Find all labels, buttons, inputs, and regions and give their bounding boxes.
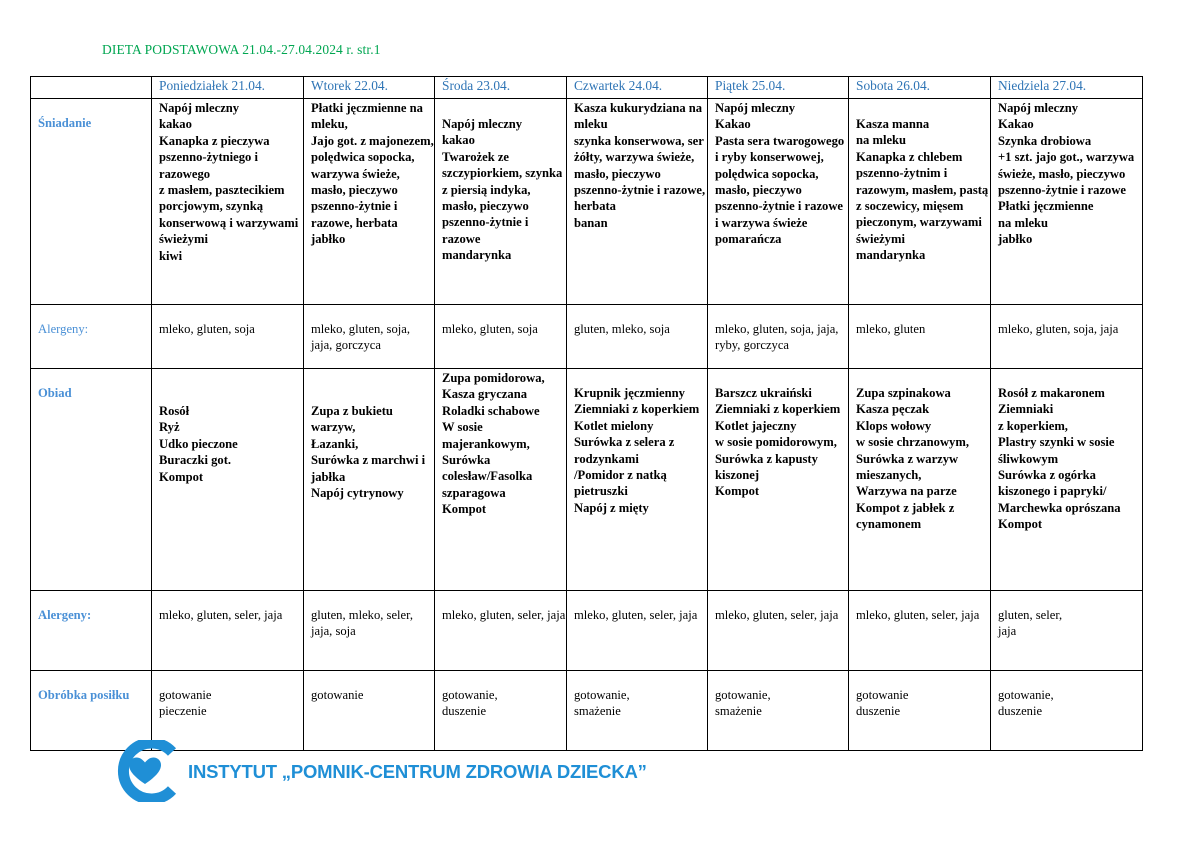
lunch-cell: Zupa szpinakowa Kasza pęczak Klops wołowy w sosie chrzanowym, Surówka z warzyw mieszanych, Warzywa na parze Kompot z jabłek z cynamonem: [849, 369, 991, 591]
breakfast-cell: Płatki jęczmienne na mleku, Jajo got. z majonezem, polędwica sopocka, warzywa świeże, masło, pieczywo pszenno-żytnie i razowe, herbata jabłko: [304, 99, 435, 305]
lunch-cell: Krupnik jęczmienny Ziemniaki z koperkiem Kotlet mielony Surówka z selera z rodzynkami /Pomidor z natką pietruszki Napój z mięty: [567, 369, 708, 591]
day-header: Sobota 26.04.: [849, 77, 991, 99]
allergens-cell: mleko, gluten, seler, jaja: [435, 591, 567, 671]
lunch-cell: Zupa pomidorowa, Kasza gryczana Roladki schabowe W sosie majerankowym, Surówka colesław/Fasolka szparagowa Kompot: [435, 369, 567, 591]
row-label-breakfast: Śniadanie: [31, 99, 152, 305]
breakfast-cell: Napój mleczny kakao Kanapka z pieczywa pszenno-żytniego i razowego z masłem, pasztecikiem porcjowym, szynką konserwową i warzywami świeżymi kiwi: [152, 99, 304, 305]
allergens-cell: gluten, mleko, seler, jaja, soja: [304, 591, 435, 671]
institute-logo: [112, 740, 647, 802]
day-header: Poniedziałek 21.04.: [152, 77, 304, 99]
header-row: [31, 77, 1143, 99]
day-header: Środa 23.04.: [435, 77, 567, 99]
weekly-menu-table: [30, 76, 1143, 751]
preparation-cell: gotowanie pieczenie: [152, 671, 304, 751]
allergens-cell: mleko, gluten, soja, jaja: [991, 305, 1143, 369]
breakfast-row: [31, 99, 1143, 305]
row-label-lunch: Obiad: [31, 369, 152, 591]
allergens-cell: mleko, gluten, seler, jaja: [567, 591, 708, 671]
allergens-cell: gluten, mleko, soja: [567, 305, 708, 369]
preparation-cell: gotowanie: [304, 671, 435, 751]
day-header: Niedziela 27.04.: [991, 77, 1143, 99]
day-header: Piątek 25.04.: [708, 77, 849, 99]
lunch-row: [31, 369, 1143, 591]
day-header: Czwartek 24.04.: [567, 77, 708, 99]
breakfast-cell: Napój mleczny Kakao Szynka drobiowa +1 szt. jajo got., warzywa świeże, masło, pieczywo pszenno-żytnie i razowe Płatki jęczmienne na mleku jabłko: [991, 99, 1143, 305]
lunch-cell: Rosół Ryż Udko pieczone Buraczki got. Kompot: [152, 369, 304, 591]
allergens-cell: mleko, gluten, seler, jaja: [849, 591, 991, 671]
allergens-row-lunch: [31, 591, 1143, 671]
allergens-cell: gluten, seler, jaja: [991, 591, 1143, 671]
lunch-cell: Zupa z bukietu warzyw, Łazanki, Surówka z marchwi i jabłka Napój cytrynowy: [304, 369, 435, 591]
preparation-cell: gotowanie duszenie: [849, 671, 991, 751]
allergens-cell: mleko, gluten: [849, 305, 991, 369]
allergens-cell: mleko, gluten, seler, jaja: [152, 591, 304, 671]
heart-c-logo-icon: [112, 740, 182, 802]
allergens-row-breakfast: [31, 305, 1143, 369]
preparation-row: [31, 671, 1143, 751]
lunch-cell: Rosół z makaronem Ziemniaki z koperkiem, Plastry szynki w sosie śliwkowym Surówka z ogórka kiszonego i papryki/ Marchewka oprószana Kompot: [991, 369, 1143, 591]
breakfast-cell: Kasza kukurydziana na mleku szynka konserwowa, ser żółty, warzywa świeże, masło, pieczywo pszenno-żytnie i razowe, herbata banan: [567, 99, 708, 305]
preparation-cell: gotowanie, smażenie: [708, 671, 849, 751]
preparation-cell: gotowanie, duszenie: [435, 671, 567, 751]
breakfast-cell: Napój mleczny Kakao Pasta sera twarogowego i ryby konserwowej, polędwica sopocka, masło, pieczywo pszenno-żytnie i razowe i warzywa świeże pomarańcza: [708, 99, 849, 305]
lunch-cell: Barszcz ukraiński Ziemniaki z koperkiem Kotlet jajeczny w sosie pomidorowym, Surówka z kapusty kiszonej Kompot: [708, 369, 849, 591]
breakfast-cell: Kasza manna na mleku Kanapka z chlebem pszenno-żytnim i razowym, masłem, pastą z soczewicy, mięsem pieczonym, warzywami świeżymi mandarynka: [849, 99, 991, 305]
allergens-cell: mleko, gluten, soja, jaja, ryby, gorczyca: [708, 305, 849, 369]
preparation-cell: gotowanie, smażenie: [567, 671, 708, 751]
day-header: Wtorek 22.04.: [304, 77, 435, 99]
allergens-cell: mleko, gluten, soja: [435, 305, 567, 369]
document-title: DIETA PODSTAWOWA 21.04.-27.04.2024 r. str.1: [102, 42, 381, 57]
allergens-cell: mleko, gluten, soja: [152, 305, 304, 369]
allergens-cell: mleko, gluten, soja, jaja, gorczyca: [304, 305, 435, 369]
breakfast-cell: Napój mleczny kakao Twarożek ze szczypiorkiem, szynka z piersią indyka, masło, pieczywo pszenno-żytnie i razowe mandarynka: [435, 99, 567, 305]
row-label-allergens: Alergeny:: [31, 591, 152, 671]
allergens-cell: mleko, gluten, seler, jaja: [708, 591, 849, 671]
row-label-preparation: Obróbka posiłku: [31, 671, 152, 751]
preparation-cell: gotowanie, duszenie: [991, 671, 1143, 751]
row-label-allergens: Alergeny:: [31, 305, 152, 369]
institute-name: INSTYTUT „POMNIK-CENTRUM ZDROWIA DZIECKA”: [188, 761, 647, 782]
header-empty-cell: [31, 77, 152, 99]
